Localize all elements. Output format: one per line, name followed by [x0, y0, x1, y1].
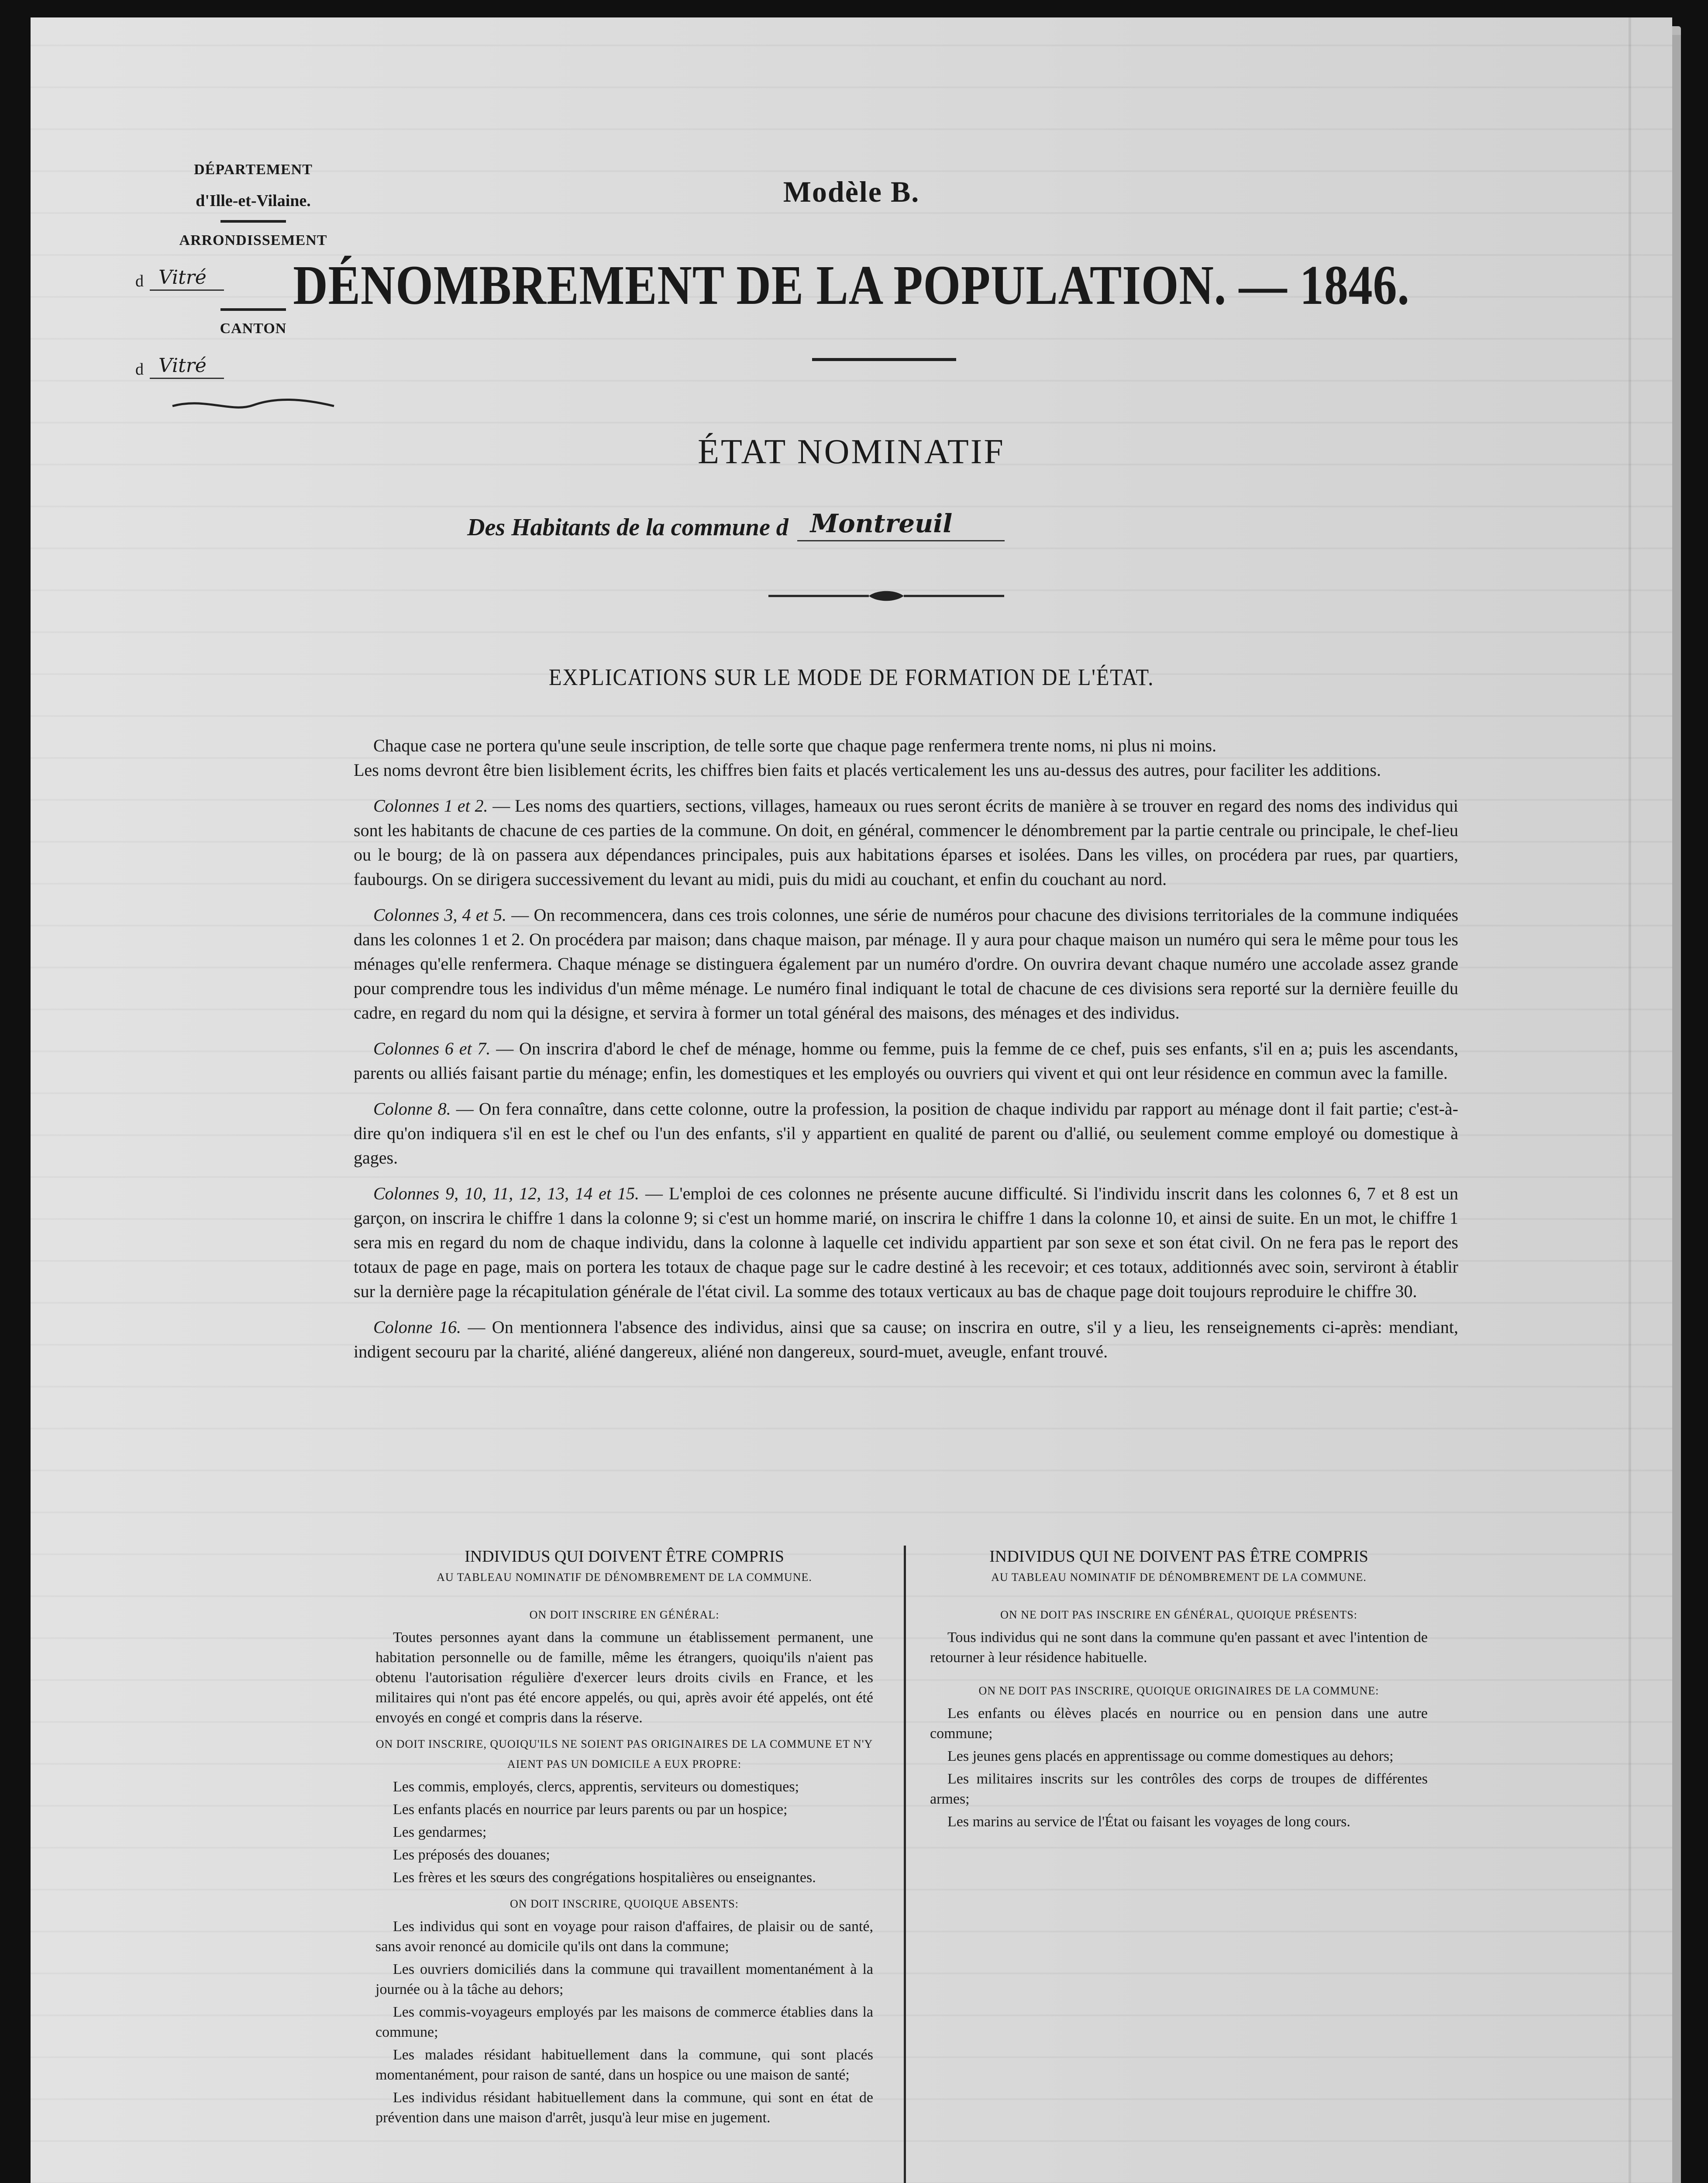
- canton-line: [135, 355, 371, 379]
- explanation-paragraph: [354, 903, 1458, 1025]
- excluded-individuals-column: [930, 1546, 1428, 1835]
- section-title: ON NE DOIT PAS INSCRIRE EN GÉNÉRAL, QUOIQUE PRÉSENTS:: [1000, 1608, 1357, 1621]
- included-individuals-column: [375, 1546, 873, 2131]
- list-item: Les commis-voyageurs employés par les maisons de commerce établies dans la commune;: [375, 2004, 873, 2040]
- list-item: Les individus résidant habituellement dans la commune, qui sont en état de prévention dans une maison d'arrêt, jusqu'à leur mise en jugement.: [375, 2090, 873, 2126]
- list-item: Les commis, employés, clercs, apprentis, serviteurs ou domestiques;: [393, 1779, 799, 1795]
- list-item: Les enfants ou élèves placés en nourrice ou en pension dans une autre commune;: [930, 1705, 1428, 1742]
- section-title: ON DOIT INSCRIRE, QUOIQU'ILS NE SOIENT PAS ORIGINAIRES DE LA COMMUNE ET N'Y AIENT PAS UN DOMICILE A EUX PROPRE:: [375, 1738, 873, 1770]
- page-crease: [1629, 17, 1631, 2183]
- list-item: Les marins au service de l'État ou faisant les voyages de long cours.: [947, 1814, 1350, 1830]
- canton-label: CANTON: [220, 320, 287, 337]
- explanation-paragraph: [354, 1181, 1458, 1304]
- commune-line: [467, 509, 1005, 541]
- arrondissement-label: ARRONDISSEMENT: [179, 232, 327, 248]
- column-text: — Les noms des quartiers, sections, villages, hameaux ou rues seront écrits de manière à se trouver en regard des noms des individus qui sont les habitants de chacune de ces parties de la commune. On doit, en général, commencer le dénombrement par la partie centrale ou principale, le chef-lieu ou le bourg; de là on passera aux dépendances principales, puis aux habitations éparses et isolées. Dans les villes, on procédera par rues, par quartiers, faubourgs. On se dirigera successivement du levant au midi, puis du midi au couchant, et enfin du couchant au nord.: [354, 796, 1458, 889]
- explanation-paragraph: [354, 1097, 1458, 1170]
- column-heading: INDIVIDUS QUI DOIVENT ÊTRE COMPRIS: [465, 1547, 784, 1566]
- column-label: Colonnes 6 et 7.: [373, 1039, 491, 1058]
- department-value: d'Ille-et-Vilaine.: [196, 192, 311, 210]
- commune-value: Montreuil: [797, 509, 1005, 541]
- column-text: — On fera connaître, dans cette colonne, outre la profession, la position de chaque individu par rapport au ménage dont il fait partie; c'est-à-dire qu'on indiquera s'il en est le chef ou l'un des enfants, s'il y appartient en qualité de parent ou d'allié, ou seulement comme employé ou domestique à gages.: [354, 1099, 1459, 1167]
- explications-heading: EXPLICATIONS SUR LE MODE DE FORMATION DE L'ÉTAT.: [548, 664, 1154, 690]
- section-title: ON NE DOIT PAS INSCRIRE, QUOIQUE ORIGINAIRES DE LA COMMUNE:: [978, 1684, 1379, 1697]
- ornament-rule: [768, 589, 1004, 603]
- section-title: ON DOIT INSCRIRE, QUOIQUE ABSENTS:: [510, 1897, 739, 1910]
- column-label: Colonnes 3, 4 et 5.: [373, 905, 507, 925]
- canton-prefix: d: [135, 360, 144, 379]
- census-page: [31, 17, 1672, 2183]
- explanations-body: [354, 733, 1458, 1375]
- list-item: Les frères et les sœurs des congrégations hospitalières ou enseignantes.: [393, 1870, 816, 1886]
- divider: [220, 220, 286, 223]
- list-item: Les préposés des douanes;: [393, 1847, 550, 1863]
- column-subheading: AU TABLEAU NOMINATIF DE DÉNOMBREMENT DE LA COMMUNE.: [991, 1571, 1367, 1584]
- section-text: Toutes personnes ayant dans la commune un établissement permanent, une habitation personnelle ou de famille, même les étrangers, quoiqu'ils n'aient pas obtenu l'autorisation régulière d'exercer leurs droits civils en France, et les militaires qui n'ont pas été encore appelés, ou qui, après avoir été appelés, ont été envoyés en congé et compris dans la réserve.: [375, 1629, 873, 1726]
- column-text: — L'emploi de ces colonnes ne présente aucune difficulté. Si l'individu inscrit dans les colonnes 6, 7 et 8 est un garçon, on inscrira le chiffre 1 dans la colonne 9; si c'est un homme marié, on inscrira le chiffre 1 dans la colonne 10, et ainsi de suite. En un mot, le chiffre 1 sera mis en regard du nom de chaque individu, dans la colonne à laquelle cet individu appartient par son sexe et son état civil. On ne fera pas le report des totaux de page en page, mais on portera les totaux de chaque page sur le cadre destiné à les recevoir; et ces totaux, additionnés avec soin, serviront à établir sur la dernière page la récapitulation générale de l'état civil. La somme des totaux verticaux au bas de chaque page doit toujours reproduire le chiffre 30.: [354, 1184, 1458, 1301]
- swash-ornament: [170, 396, 336, 414]
- habitants-label: Des Habitants de la commune d: [467, 514, 789, 541]
- arrondissement-prefix: d: [135, 272, 144, 290]
- arrondissement-value: Vitré: [150, 266, 224, 291]
- column-subheading: AU TABLEAU NOMINATIF DE DÉNOMBREMENT DE LA COMMUNE.: [437, 1571, 812, 1584]
- column-label: Colonnes 9, 10, 11, 12, 13, 14 et 15.: [373, 1184, 639, 1203]
- column-label: Colonne 16.: [373, 1317, 461, 1337]
- etat-nominatif-heading: ÉTAT NOMINATIF: [698, 433, 1005, 471]
- column-label: Colonnes 1 et 2.: [373, 796, 488, 816]
- list-item: Les militaires inscrits sur les contrôles des corps de troupes de différentes armes;: [930, 1771, 1428, 1807]
- column-text: — On inscrira d'abord le chef de ménage, homme ou femme, puis la femme de ce chef, puis ses enfants, s'il en a; puis les ascendants, parents ou alliés faisant partie du ménage; enfin, les domestiques et les employés ou ouvriers qui vivent et qui ont leur résidence en commun avec la famille.: [354, 1039, 1459, 1083]
- model-label: Modèle B.: [783, 175, 920, 208]
- list-item: Les ouvriers domiciliés dans la commune qui travaillent momentanément à la journée ou à la tâche au dehors;: [375, 1961, 873, 1997]
- department-label: DÉPARTEMENT: [194, 162, 313, 178]
- list-item: Les gendarmes;: [393, 1824, 487, 1840]
- column-text: — On recommencera, dans ces trois colonnes, une série de numéros pour chacune des divisions territoriales de la commune indiquées dans les colonnes 1 et 2. On procédera par maison; dans chaque maison, par ménage. Il y aura pour chaque maison un numéro qui sera le même pour tous les ménages qu'elle renfermera. Chaque ménage se distinguera également par un numéro d'ordre. On ouvrira devant chaque numéro une accolade assez grande pour comprendre tous les individus d'un même ménage. Le numéro final indiquant le total de chacune de ces divisions sera reporté sur la dernière feuille du cadre, en regard du nom qui la désigne, et servira à former un total général des maisons, des ménages et des individus.: [354, 905, 1459, 1023]
- explanation-paragraph: [354, 794, 1458, 892]
- list-item: Les individus qui sont en voyage pour raison d'affaires, de plaisir ou de santé, sans avoir renoncé au domicile qu'ils ont dans la commune;: [375, 1918, 873, 1955]
- explanation-paragraph: Chaque case ne portera qu'une seule inscription, de telle sorte que chaque page renfermera trente noms, ni plus ni moins.: [373, 736, 1216, 755]
- canton-value: Vitré: [150, 355, 224, 379]
- section-text: Tous individus qui ne sont dans la commune qu'en passant et avec l'intention de retourner à leur résidence habituelle.: [930, 1629, 1428, 1666]
- column-heading: INDIVIDUS QUI NE DOIVENT PAS ÊTRE COMPRIS: [989, 1547, 1368, 1566]
- explanation-paragraph: Les noms devront être bien lisiblement écrits, les chiffres bien faits et placés verticalement les uns au-dessus des autres, pour faciliter les additions.: [354, 760, 1381, 780]
- list-item: Les jeunes gens placés en apprentissage ou comme domestiques au dehors;: [947, 1748, 1394, 1764]
- column-divider: [904, 1546, 906, 2183]
- explanation-paragraph: [354, 1315, 1458, 1364]
- list-item: Les malades résidant habituellement dans la commune, qui sont placés momentanément, pour raison de santé, dans un hospice ou une maison de santé;: [375, 2047, 873, 2083]
- column-text: — On mentionnera l'absence des individus, ainsi que sa cause; on inscrira en outre, s'il y a lieu, les renseignements ci-après: mendiant, indigent secouru par la charité, aliéné dangereux, aliéné non dangereux, sourd-muet, aveugle, enfant trouvé.: [354, 1317, 1459, 1361]
- section-title: ON DOIT INSCRIRE EN GÉNÉRAL:: [529, 1608, 720, 1621]
- list-item: Les enfants placés en nourrice par leurs parents ou par un hospice;: [393, 1801, 788, 1818]
- column-label: Colonne 8.: [373, 1099, 451, 1119]
- explanation-paragraph: [354, 1036, 1458, 1085]
- title-rule: [812, 358, 956, 361]
- page-title: DÉNOMBREMENT DE LA POPULATION. — 1846.: [293, 254, 1410, 316]
